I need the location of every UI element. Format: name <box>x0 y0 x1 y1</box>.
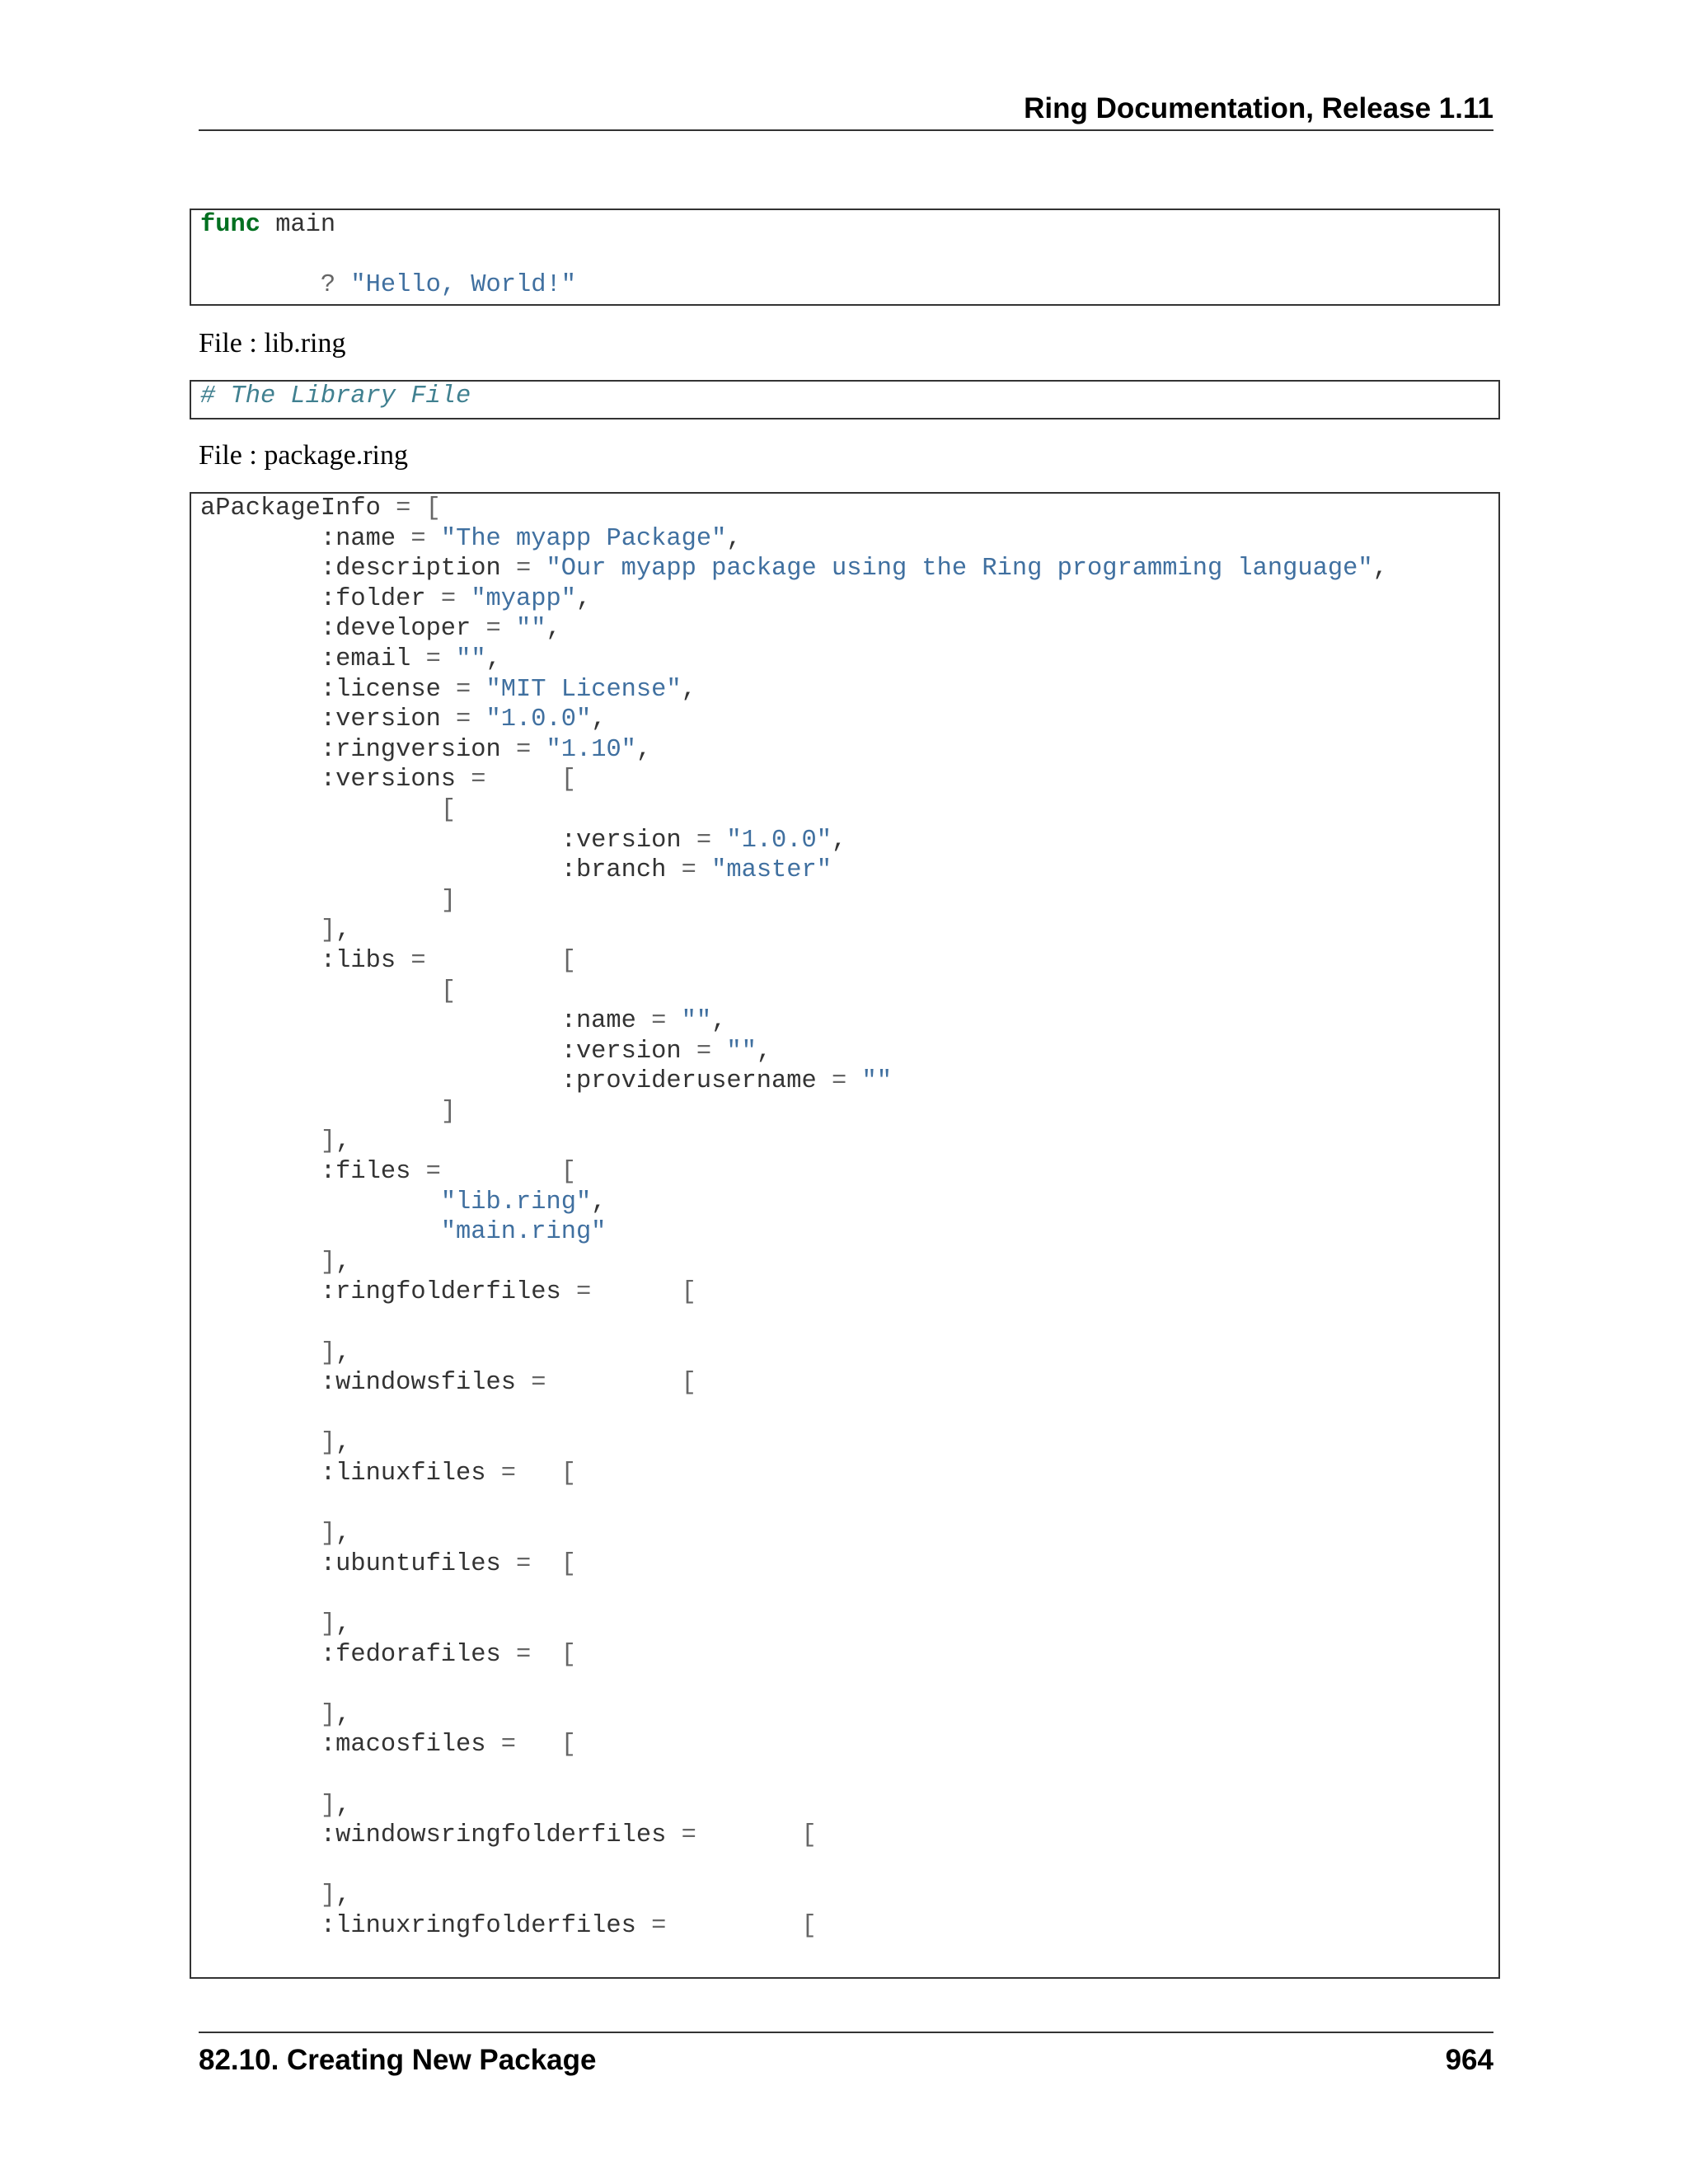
code-token-op: ] <box>320 1520 336 1549</box>
code-token <box>200 1188 441 1216</box>
code-token-op: = <box>516 1640 532 1669</box>
code-token <box>441 645 456 673</box>
code-token: :name <box>200 524 411 553</box>
code-token <box>426 947 561 975</box>
code-token-str: "lib.ring" <box>440 1188 592 1216</box>
code-token-op: = <box>681 1821 696 1850</box>
code-token-op: [ <box>440 977 457 1005</box>
code-token <box>200 1520 321 1548</box>
code-token <box>441 1158 561 1186</box>
code-token <box>666 1912 801 1940</box>
code-token: , <box>591 1188 607 1216</box>
code-token-op: [ <box>681 1278 696 1307</box>
code-token <box>200 1792 321 1820</box>
code-token <box>531 736 546 764</box>
code-token-op: ] <box>320 1791 336 1820</box>
code-line <box>200 1731 576 1759</box>
code-token <box>711 1038 726 1066</box>
code-token <box>200 1127 321 1155</box>
code-line <box>200 1278 696 1306</box>
code-block-package <box>190 492 1500 1979</box>
code-token-str: "1.0.0" <box>726 826 832 855</box>
code-line <box>200 585 591 613</box>
code-line <box>200 1188 606 1216</box>
code-token <box>426 525 441 553</box>
code-token <box>546 1369 681 1397</box>
code-token <box>200 887 441 915</box>
code-token: :windowsringfolderfiles <box>200 1821 682 1850</box>
code-token-op: = <box>651 1911 667 1940</box>
code-token-op: = <box>410 524 426 553</box>
code-token <box>666 1007 681 1035</box>
code-token-op: = <box>516 555 532 583</box>
code-token: aPackageInfo <box>200 494 396 523</box>
code-token-op: ? <box>320 271 336 300</box>
code-line <box>200 827 846 855</box>
code-token <box>696 856 711 884</box>
code-token: :license <box>200 675 457 704</box>
code-token-op: ] <box>320 1882 336 1910</box>
code-line <box>200 947 576 975</box>
code-line <box>200 1158 576 1186</box>
code-line <box>200 525 742 553</box>
code-token-str: "1.0.0" <box>485 705 592 734</box>
code-token: :version <box>200 1037 696 1066</box>
code-token: , <box>635 735 652 764</box>
code-token <box>531 1641 560 1669</box>
code-token-op: = <box>410 946 426 975</box>
code-token-op: = <box>696 1037 712 1066</box>
file-label-lib: File : lib.ring <box>199 328 346 359</box>
code-token: :description <box>200 555 516 583</box>
footer-rule <box>199 2032 1493 2033</box>
code-token <box>200 1218 441 1246</box>
code-token-str: "Our myapp package using the Ring programming language" <box>546 555 1373 583</box>
code-token <box>410 494 425 523</box>
code-token-op: = <box>681 856 696 885</box>
code-main <box>191 210 1498 301</box>
code-token-op: = <box>575 1278 592 1307</box>
code-token: , <box>335 916 351 945</box>
code-token-op: [ <box>560 766 576 794</box>
code-line <box>200 1821 817 1849</box>
code-token <box>200 1249 321 1277</box>
code-line <box>200 1882 350 1910</box>
code-token-str: "" <box>726 1037 757 1066</box>
code-token <box>501 615 516 643</box>
code-token: :providerusername <box>200 1067 832 1096</box>
code-token: :fedorafiles <box>200 1640 516 1669</box>
code-token: :files <box>200 1158 426 1187</box>
code-line <box>200 1098 456 1126</box>
code-line <box>200 705 606 733</box>
code-token: :libs <box>200 946 411 975</box>
code-token-op: = <box>425 1158 441 1187</box>
code-token-op: = <box>531 1369 546 1398</box>
code-line <box>200 1218 606 1246</box>
file-label-package: File : package.ring <box>199 440 408 471</box>
code-token-op: ] <box>320 916 336 945</box>
code-token-op: [ <box>560 1640 576 1669</box>
code-token <box>200 1882 321 1910</box>
code-token-op: ] <box>440 886 457 915</box>
code-token: , <box>575 584 592 613</box>
code-line <box>200 1641 576 1669</box>
code-token: :developer <box>200 615 486 644</box>
code-token-op: = <box>516 1549 532 1578</box>
code-token: :version <box>200 826 696 855</box>
code-token-op: = <box>651 1007 667 1036</box>
code-line <box>200 796 456 824</box>
footer-section: 82.10. Creating New Package <box>199 2044 597 2076</box>
code-token-kw: func <box>200 211 260 239</box>
code-line <box>200 977 456 1005</box>
code-line <box>200 676 696 704</box>
code-line <box>200 1701 350 1729</box>
code-token: :macosfiles <box>200 1731 501 1760</box>
code-token-op: [ <box>560 1460 576 1488</box>
code-token <box>200 1610 321 1638</box>
code-line <box>200 1007 726 1035</box>
code-line <box>200 856 832 884</box>
code-line <box>200 1792 350 1820</box>
code-token-op: = <box>425 644 441 673</box>
code-line <box>200 1912 817 1940</box>
code-line <box>200 1369 696 1397</box>
code-line <box>200 766 576 794</box>
code-token-op: [ <box>560 1549 576 1578</box>
code-token-str: "Hello, World!" <box>350 271 576 300</box>
code-line <box>200 1520 350 1548</box>
code-line <box>200 1038 771 1066</box>
code-line <box>200 1460 576 1488</box>
code-token: , <box>335 1882 351 1910</box>
code-token <box>200 1098 441 1126</box>
code-token-op: = <box>471 766 486 794</box>
code-block-lib <box>190 380 1500 419</box>
code-token-op: ] <box>320 1610 336 1638</box>
code-token <box>200 1701 321 1729</box>
code-token <box>471 705 485 733</box>
code-token <box>531 1550 560 1578</box>
code-lib <box>191 382 1498 412</box>
code-line <box>200 736 651 764</box>
code-token <box>200 916 321 944</box>
code-token-op: [ <box>801 1821 817 1850</box>
code-token-str: "" <box>516 615 546 644</box>
code-token: , <box>726 524 742 553</box>
code-token-op: ] <box>440 1097 457 1126</box>
code-token: :linuxfiles <box>200 1460 501 1488</box>
code-token-str: "myapp" <box>471 584 576 613</box>
code-line <box>200 1127 350 1155</box>
code-token-str: "MIT License" <box>485 675 682 704</box>
footer-page-number: 964 <box>1445 2044 1493 2076</box>
code-token <box>200 1339 321 1367</box>
code-line <box>200 1429 350 1457</box>
code-token-str: "master" <box>711 856 832 885</box>
code-token <box>846 1067 861 1095</box>
code-line <box>200 494 441 523</box>
code-token <box>516 1460 561 1488</box>
code-token <box>516 1731 561 1759</box>
code-token <box>200 796 441 824</box>
code-token <box>335 271 350 299</box>
code-token-op: [ <box>560 946 576 975</box>
code-token <box>696 1821 802 1849</box>
code-token-op: [ <box>440 795 457 824</box>
code-token-op: [ <box>801 1911 817 1940</box>
code-line <box>200 211 335 239</box>
code-token: , <box>335 1127 351 1156</box>
code-token-str: "1.10" <box>546 735 636 764</box>
code-token <box>591 1278 681 1306</box>
code-token: , <box>335 1248 351 1277</box>
code-token: :ubuntufiles <box>200 1549 516 1578</box>
code-line <box>200 271 576 299</box>
code-token-op: [ <box>560 1731 576 1760</box>
code-token: , <box>756 1037 772 1066</box>
code-token-str: "The myapp Package" <box>440 524 727 553</box>
code-token: , <box>335 1338 351 1367</box>
code-token-op: = <box>440 584 457 613</box>
code-token <box>200 1429 321 1457</box>
code-token-op: = <box>500 1460 517 1488</box>
code-token-op: = <box>485 615 501 644</box>
code-line <box>200 645 501 673</box>
code-token-op: ] <box>320 1127 336 1156</box>
code-token: :ringversion <box>200 735 516 764</box>
code-token-str: "main.ring" <box>440 1218 607 1247</box>
code-line <box>200 1249 350 1277</box>
code-token-op: = <box>516 735 532 764</box>
code-token-op: = <box>500 1731 517 1760</box>
code-token: :windowsfiles <box>200 1369 532 1398</box>
code-package <box>191 494 1498 1942</box>
code-line <box>200 1067 892 1095</box>
code-line <box>200 1610 350 1638</box>
code-token-op: ] <box>320 1700 336 1729</box>
code-token-op: = <box>456 675 471 704</box>
code-token: :name <box>200 1007 652 1036</box>
code-token: , <box>335 1791 351 1820</box>
code-token: , <box>485 644 501 673</box>
code-token: :ringfolderfiles <box>200 1278 576 1307</box>
code-token: , <box>335 1610 351 1638</box>
code-token: , <box>1372 555 1388 583</box>
code-token-op: ] <box>320 1429 336 1458</box>
code-token-op: ] <box>320 1248 336 1277</box>
code-token-op: [ <box>425 494 441 523</box>
code-token: :version <box>200 705 457 734</box>
code-token <box>711 827 726 855</box>
code-token <box>486 766 561 794</box>
code-token: :linuxringfolderfiles <box>200 1911 652 1940</box>
code-token: main <box>260 211 336 239</box>
code-token-str: "" <box>861 1067 892 1096</box>
code-line <box>200 1550 576 1578</box>
code-line <box>200 615 561 643</box>
code-token: , <box>335 1520 351 1549</box>
code-token-op: = <box>831 1067 847 1096</box>
code-token-op: = <box>456 705 471 734</box>
code-token: :email <box>200 644 426 673</box>
code-token-str: "" <box>681 1007 712 1036</box>
code-token: , <box>546 615 561 644</box>
code-token-op: ] <box>320 1338 336 1367</box>
code-token-op: [ <box>560 1158 576 1187</box>
code-token: , <box>681 675 696 704</box>
code-token <box>531 555 546 583</box>
document-title: Ring Documentation, Release 1.11 <box>1024 92 1493 124</box>
code-line <box>200 1339 350 1367</box>
code-token <box>471 676 485 704</box>
code-token <box>200 977 441 1005</box>
code-token: :folder <box>200 584 441 613</box>
code-line <box>200 555 1388 583</box>
code-token: , <box>335 1429 351 1458</box>
code-token <box>456 585 471 613</box>
code-token-op: = <box>396 494 411 523</box>
code-block-main <box>190 209 1500 306</box>
code-token: :branch <box>200 856 682 885</box>
code-token-cm: # The Library File <box>200 382 471 410</box>
code-token: :versions <box>200 766 471 794</box>
code-token: , <box>335 1700 351 1729</box>
header-rule <box>199 129 1493 131</box>
code-token: , <box>591 705 607 734</box>
code-token-str: "" <box>456 644 486 673</box>
code-line <box>200 382 471 410</box>
code-token-op: [ <box>681 1369 696 1398</box>
code-line <box>200 887 456 915</box>
code-token <box>200 271 321 299</box>
code-token: , <box>832 826 847 855</box>
code-token-op: = <box>696 826 712 855</box>
code-line <box>200 916 350 944</box>
code-token: , <box>711 1007 727 1036</box>
